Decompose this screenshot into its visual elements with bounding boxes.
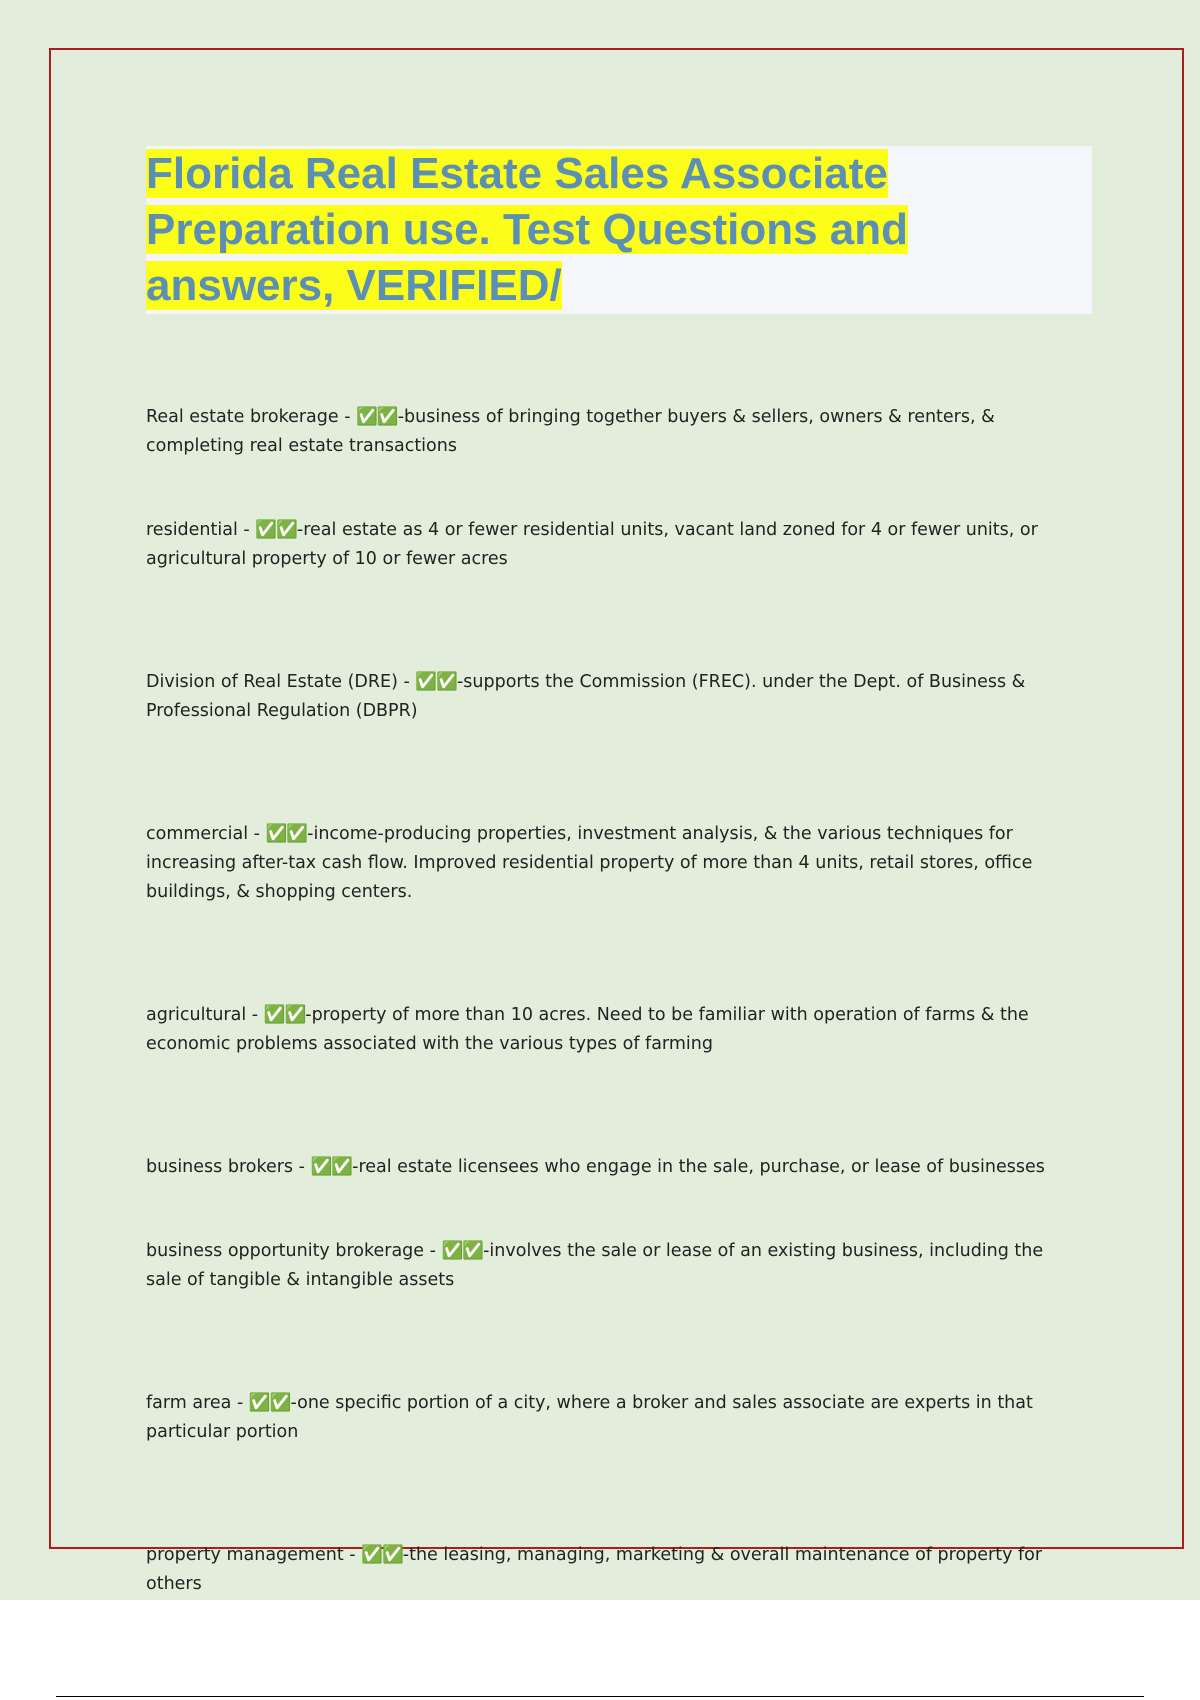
qa-item: [146, 820, 1076, 907]
qa-definition: involves the sale or lease of an existing business, including the sale of tangible & intangible assets: [146, 1241, 1044, 1290]
separator: -: [296, 520, 304, 540]
check-marks-icon: ✅✅: [265, 824, 308, 844]
qa-definition: the leasing, managing, marketing & overall maintenance of property for others: [146, 1545, 1043, 1594]
qa-term: commercial: [146, 824, 249, 844]
separator: -: [338, 407, 357, 427]
separator: -: [483, 1241, 490, 1261]
qa-definition: real estate licensees who engage in the sale, purchase, or lease of businesses: [358, 1157, 1045, 1177]
qa-term: residential: [146, 520, 238, 540]
check-marks-icon: ✅✅: [415, 672, 457, 692]
qa-term: Division of Real Estate (DRE): [146, 672, 398, 692]
separator: -: [237, 520, 256, 540]
separator: -: [231, 1393, 249, 1413]
separator: -: [307, 824, 314, 844]
separator: -: [424, 1241, 442, 1261]
qa-term: Real estate brokerage: [146, 407, 339, 427]
separator: -: [456, 672, 464, 692]
qa-item: [146, 403, 1076, 461]
separator: -: [248, 824, 266, 844]
document-title: [146, 146, 1092, 314]
qa-definition: business of bringing together buyers & sellers, owners & renters, & completing real estate transactions: [146, 407, 995, 456]
qa-definition: one specific portion of a city, where a broker and sales associate are experts in that particular portion: [146, 1393, 1033, 1442]
title-line: Florida Real Estate Sales Associate: [146, 149, 888, 198]
qa-list: [146, 403, 1076, 1599]
check-marks-icon: ✅✅: [255, 520, 297, 540]
separator: -: [402, 1545, 410, 1565]
separator: -: [290, 1393, 298, 1413]
qa-item: [146, 1237, 1076, 1295]
check-marks-icon: ✅✅: [441, 1241, 484, 1261]
qa-item: [146, 1153, 1076, 1182]
check-marks-icon: ✅✅: [361, 1545, 403, 1565]
separator: -: [246, 1005, 264, 1025]
qa-definition: supports the Commission (FREC). under the Dept. of Business & Professional Regulation (DBPR): [146, 672, 1026, 721]
qa-term: business brokers: [146, 1157, 294, 1177]
qa-item: [146, 1541, 1076, 1599]
title-line: answers, VERIFIED/: [146, 261, 562, 310]
check-marks-icon: ✅✅: [248, 1393, 291, 1413]
check-marks-icon: ✅✅: [356, 407, 398, 427]
separator: -: [343, 1545, 362, 1565]
qa-item: [146, 1001, 1076, 1059]
qa-term: farm area: [146, 1393, 232, 1413]
title-line: Preparation use. Test Questions and: [146, 205, 909, 254]
qa-term: business opportunity brokerage: [146, 1241, 425, 1261]
qa-item: [146, 516, 1076, 574]
separator: -: [397, 407, 405, 427]
qa-definition: real estate as 4 or fewer residential units, vacant land zoned for 4 or fewer units, or agricultural property of 10 or fewer acres: [146, 520, 1038, 569]
separator: -: [397, 672, 416, 692]
footer-divider: [56, 1696, 1144, 1697]
qa-item: [146, 1389, 1076, 1447]
qa-term: agricultural: [146, 1005, 247, 1025]
check-marks-icon: ✅✅: [263, 1005, 306, 1025]
qa-item: [146, 668, 1076, 726]
separator: -: [293, 1157, 311, 1177]
check-marks-icon: ✅✅: [310, 1157, 353, 1177]
separator: -: [352, 1157, 359, 1177]
separator: -: [305, 1005, 312, 1025]
qa-term: property management: [146, 1545, 344, 1565]
qa-definition: property of more than 10 acres. Need to be familiar with operation of farms & the economic problems associated with the various types of farming: [146, 1005, 1029, 1054]
qa-definition: income-producing properties, investment analysis, & the various techniques for increasing after-tax cash flow. Improved residential property of more than 4 units, retail stores, office buildings, & shopping centers.: [146, 824, 1033, 902]
